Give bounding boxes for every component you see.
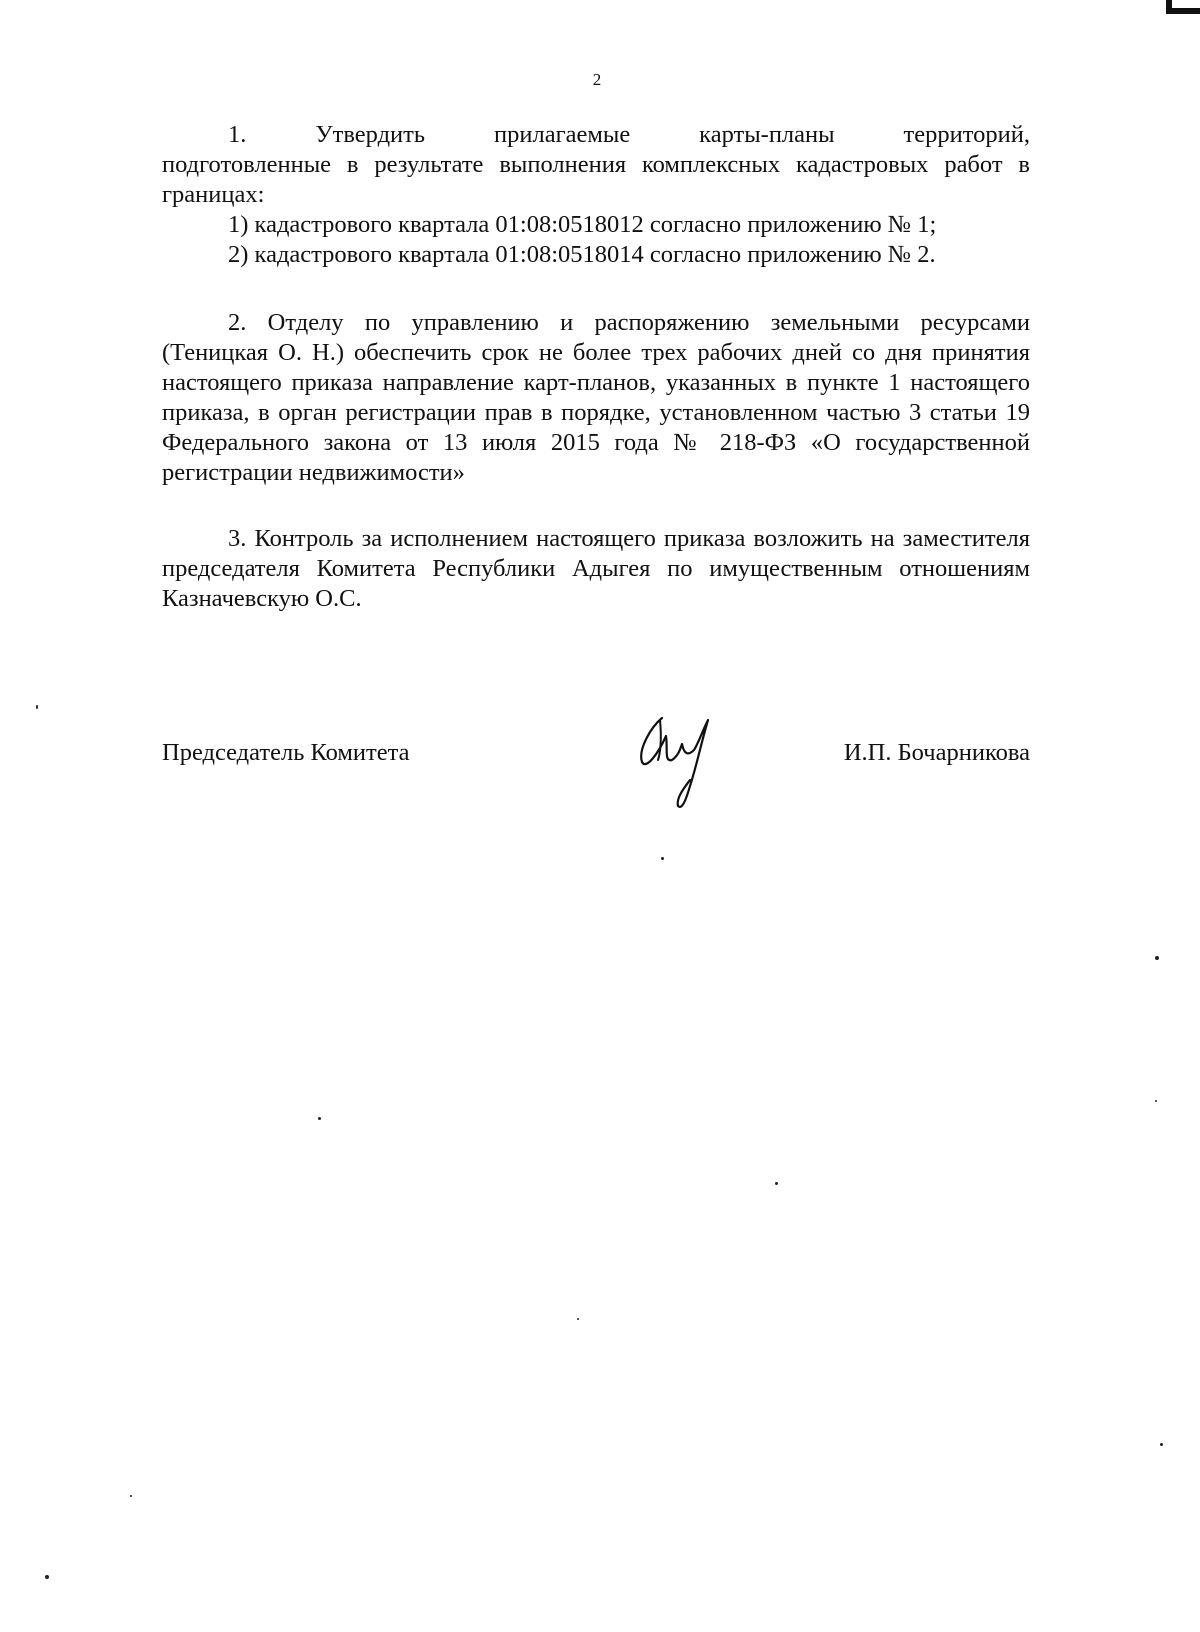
order-item-3 bbox=[162, 524, 1030, 614]
item-1-word: карты-планы bbox=[699, 121, 835, 148]
order-item-1 bbox=[162, 120, 1030, 270]
order-item-2 bbox=[162, 308, 1030, 488]
scan-speck bbox=[1155, 956, 1159, 960]
item-1-word: прилагаемые bbox=[494, 121, 631, 148]
subitem-1: 1) кадастрового квартала 01:08:0518012 согласно приложению № 1; bbox=[228, 211, 937, 238]
scan-speck bbox=[1155, 1100, 1157, 1102]
scan-speck bbox=[45, 1575, 49, 1579]
handwritten-signature bbox=[632, 710, 722, 820]
scan-speck bbox=[130, 1495, 132, 1497]
signatory-title: Председатель Комитета bbox=[162, 739, 410, 766]
order-item-1-continuation: подготовленные в результате выполнения комплексных кадастровых работ в границах: bbox=[162, 151, 1030, 208]
scan-speck bbox=[36, 705, 38, 709]
scan-speck bbox=[577, 1318, 579, 1320]
scan-speck bbox=[1160, 1443, 1163, 1446]
page-number: 2 bbox=[592, 70, 602, 89]
scan-corner-mark bbox=[1166, 0, 1200, 14]
signatory-name: И.П. Бочарникова bbox=[843, 739, 1030, 766]
item-1-word: Утвердить bbox=[315, 121, 426, 148]
item-1-number: 1. bbox=[228, 121, 247, 148]
signature-block bbox=[162, 738, 1030, 838]
order-item-2-text: 2. Отделу по управлению и распоряжению земельными ресурсами (Теницкая О. Н.) обеспечить срок не более трех рабочих дней со дня принятия настоящего приказа направление карт-планов, указанных в пункте 1 настоящего приказа, в орган регистрации прав в порядке, установленном частью 3 статьи 19 Федерального закона от 13 июля 2015 года № 218-ФЗ «О государственной регистрации недвижимости» bbox=[162, 309, 1030, 486]
scan-speck bbox=[661, 857, 664, 860]
item-1-word: территорий, bbox=[903, 121, 1030, 148]
scan-speck bbox=[318, 1117, 321, 1120]
order-item-3-text: 3. Контроль за исполнением настоящего приказа возложить на заместителя председателя Комитета Республики Адыгея по имущественным отношениям Казначевскую О.С. bbox=[162, 525, 1030, 612]
subitem-2: 2) кадастрового квартала 01:08:0518014 согласно приложению № 2. bbox=[228, 241, 936, 268]
scan-speck bbox=[775, 1182, 778, 1185]
order-item-1-first-line bbox=[162, 120, 1030, 150]
